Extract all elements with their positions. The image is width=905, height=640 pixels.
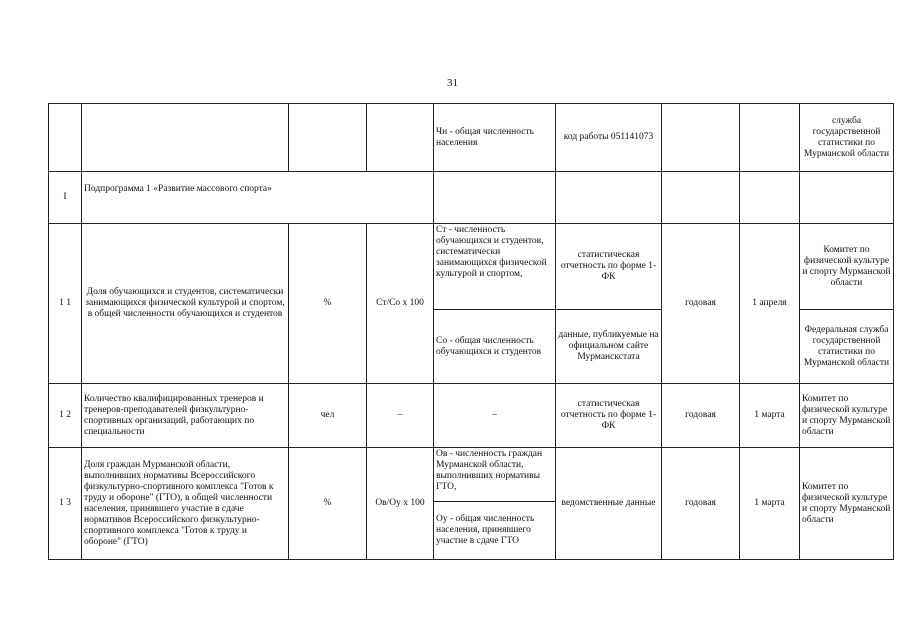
cell-date: 1 марта	[740, 448, 800, 560]
cell-formula-part: Ов - численность граждан Мурманской области, выполнивших нормативы ГТО,	[434, 448, 556, 502]
cell-source: статистическая отчетность по форме 1-ФК	[556, 224, 662, 310]
cell-formula-part: –	[434, 384, 556, 448]
cell-date: 1 марта	[740, 384, 800, 448]
cell-formula	[367, 104, 434, 172]
cell-num: 1 3	[49, 448, 82, 560]
indicators-table	[48, 103, 894, 560]
cell-responsible: служба государственной статистики по Мурманской области	[800, 104, 894, 172]
cell-name	[82, 104, 289, 172]
cell-responsible: Комитет по физической культуре и спорту Мурманской области	[800, 448, 894, 560]
cell-source: ведомственные данные	[556, 448, 662, 560]
cell-source: статистическая отчетность по форме 1-ФК	[556, 384, 662, 448]
cell-unit: чел	[289, 384, 367, 448]
cell-unit: %	[289, 224, 367, 384]
cell-empty	[556, 172, 662, 224]
cell-responsible: Комитет по физической культуре и спорту Мурманской области	[800, 224, 894, 310]
cell-name: Доля граждан Мурманской области, выполнивших нормативы Всероссийского физкультурно-спортивного комплекса "Готов к труду и обороне" (ГТО), в общей численности населения, принявшего участие в сдаче нормативов Всероссийского физкультурно-спортивного комплекса "Готов к труду и обороне" (ГТО)	[82, 448, 289, 560]
cell-num	[49, 104, 82, 172]
cell-period: годовая	[662, 384, 740, 448]
cell-formula: –	[367, 384, 434, 448]
cell-empty	[662, 172, 740, 224]
cell-period	[662, 104, 740, 172]
cell-unit	[289, 104, 367, 172]
cell-period: годовая	[662, 224, 740, 384]
table-row-subprogram	[49, 172, 894, 224]
cell-name: Количество квалифицированных тренеров и тренеров-преподавателей физкультурно-спортивных организаций, работающих по специальности	[82, 384, 289, 448]
cell-formula-part: Со - общая численность обучающихся и студентов	[434, 310, 556, 384]
cell-formula: Ов/Оу х 100	[367, 448, 434, 560]
cell-formula: Ст/Со х 100	[367, 224, 434, 384]
cell-formula-part: Ст - численность обучающихся и студентов, систематически занимающихся физической культурой и спортом,	[434, 224, 556, 310]
table-row	[49, 104, 894, 172]
cell-name: Доля обучающихся и студентов, систематически занимающихся физической культурой и спортом, в общей численности обучающихся и студентов	[82, 224, 289, 384]
cell-num: 1 2	[49, 384, 82, 448]
cell-period: годовая	[662, 448, 740, 560]
cell-empty	[740, 172, 800, 224]
cell-responsible: Комитет по физической культуре и спорту Мурманской области	[800, 384, 894, 448]
table-row	[49, 448, 894, 502]
cell-num: I	[49, 172, 82, 224]
cell-unit: %	[289, 448, 367, 560]
cell-date	[740, 104, 800, 172]
cell-formula-part: Чн - общая численность населения	[434, 104, 556, 172]
table-row	[49, 384, 894, 448]
cell-empty	[434, 172, 556, 224]
subprogram-title: Подпрограмма 1 «Развитие массового спорта»	[82, 172, 434, 224]
cell-source: данные, публикуемые на официальном сайте Мурманскстата	[556, 310, 662, 384]
cell-num: 1 1	[49, 224, 82, 384]
cell-date: 1 апреля	[740, 224, 800, 384]
cell-empty	[800, 172, 894, 224]
cell-formula-part: Оу - общая численность населения, принявшего участие в сдаче ГТО	[434, 502, 556, 560]
cell-source: код работы 051141073	[556, 104, 662, 172]
page-number: 31	[447, 77, 458, 89]
table-row	[49, 224, 894, 310]
cell-responsible: Федеральная служба государственной статистики по Мурманской области	[800, 310, 894, 384]
